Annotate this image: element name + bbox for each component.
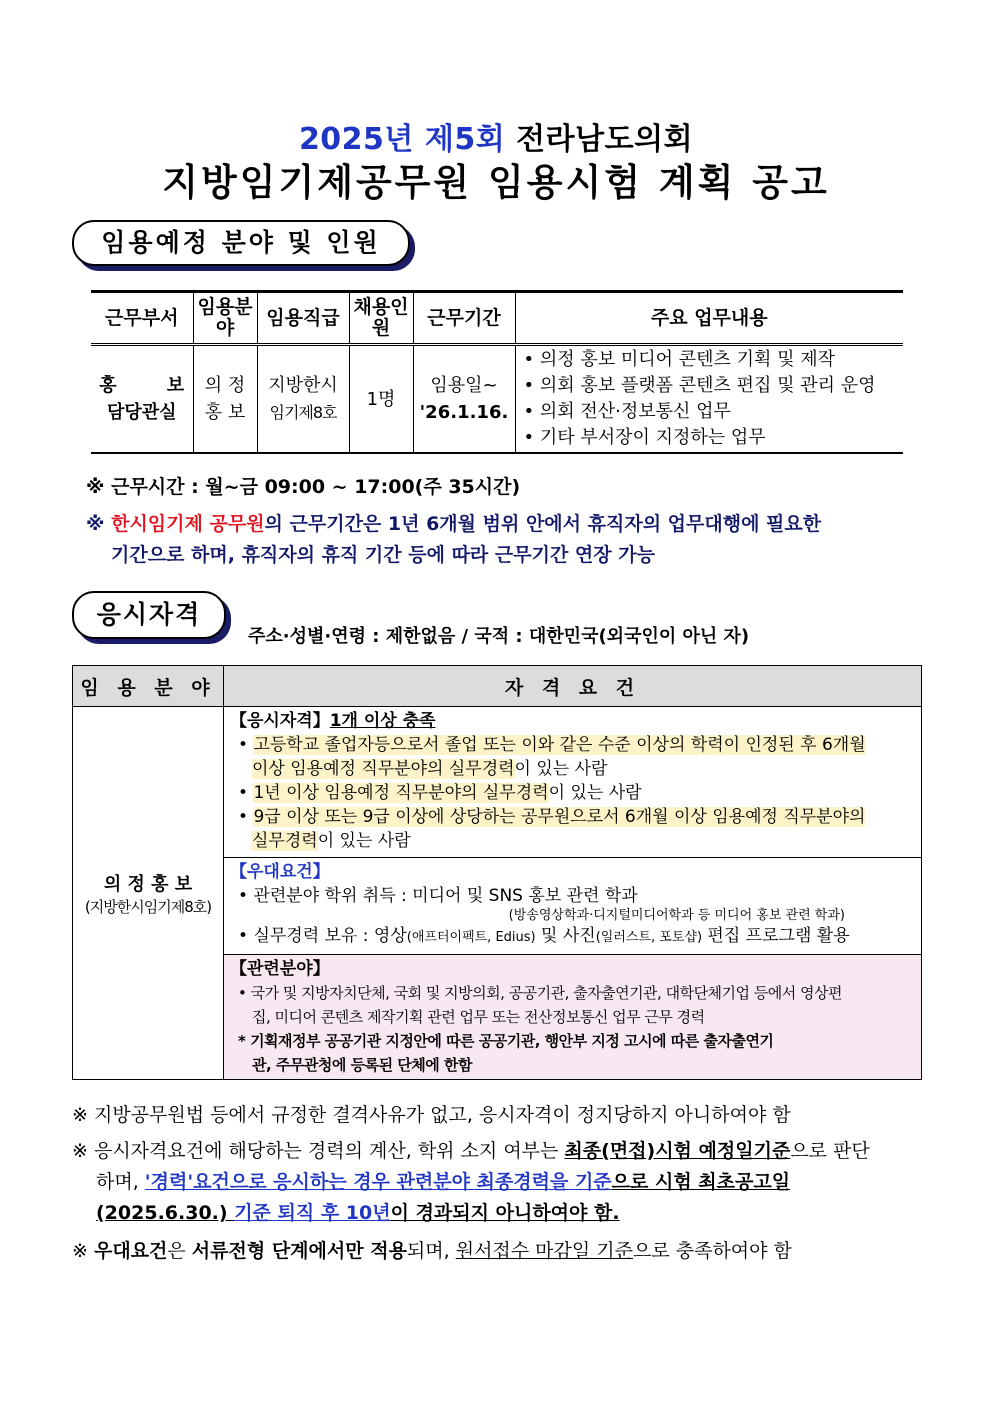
title-year: 2025년: [298, 122, 414, 157]
col-count: 채용인원: [349, 292, 413, 345]
col-period: 근무기간: [413, 292, 515, 345]
table-row: [73, 707, 922, 858]
footer-note-1: ※ 지방공무원법 등에서 규정한 결격사유가 없고, 응시자격이 정지당하지 아니하여야 함: [72, 1104, 791, 1126]
col-requirements: 자 격 요 건: [224, 666, 922, 707]
cell-rank: 지방한시 임기제8호: [257, 345, 349, 454]
cell-preference: 【우대요건】 • 관련분야 학위 취득 : 미디어 및 SNS 홍보 관련 학과 (방송영상학과·디지털미디어학과 등 미디어 홍보 관련 학과) • 실무경력 보유 : 영상(애프터이펙트, Edius) 및 사진(일러스트, 포토샵) 편집 프로그램 활용: [224, 858, 922, 955]
cell-field-name: 의 정 홍 보 (지방한시임기제8호): [73, 707, 224, 1080]
list-item: • 의정 홍보 미디어 콘텐츠 기획 및 제작: [523, 349, 835, 370]
col-dept: 근무부서: [91, 292, 193, 345]
col-field: 임용분야: [193, 292, 257, 345]
col-rank: 임용직급: [257, 292, 349, 345]
cell-duties: [515, 345, 903, 454]
footer-note-3: ※ 우대요건은 서류전형 단계에서만 적용되며, 원서접수 마감일 기준으로 충족하여야 함: [72, 1240, 792, 1262]
footer-note-2: ※ 응시자격요건에 해당하는 경력의 계산, 학위 소지 여부는 최종(면접)시험 예정일기준으로 판단 하며, '경력'요건으로 응시하는 경우 관련분야 최종경력을 기준으로 시험 최초공고일 (2025.6.30.) 기준 퇴직 후 10년이 경과되지 아니하여야 함.: [72, 1140, 870, 1224]
table-row: [91, 345, 903, 454]
cell-field: 의 정 홍 보: [193, 345, 257, 454]
cell-qualification: 【응시자격】1개 이상 충족 • 고등학교 졸업자등으로서 졸업 또는 이와 같은 수준 이상의 학력이 인정된 후 6개월 이상 임용예정 직무분야의 실무경력이 있는 사람 • 1년 이상 임용예정 직무분야의 실무경력이 있는 사람 • 9급 이상 또는 9급 이상에 상당하는 공무원으로서 6개월 이상 임용예정 직무분야의 실무경력이 있는 사람: [224, 707, 922, 858]
list-item: • 기타 부서장이 지정하는 업무: [523, 427, 766, 448]
title-org: 전라남도의회: [516, 122, 694, 157]
cell-dept: 홍 보 담당관실: [91, 345, 193, 454]
section-label-positions: 임용예정 분야 및 인원: [72, 220, 410, 266]
cell-count: 1명: [349, 345, 413, 454]
col-duties: 주요 업무내용: [515, 292, 903, 345]
section-label-qualifications: 응시자격: [72, 591, 226, 639]
cell-period: 임용일~ '26.1.16.: [413, 345, 515, 454]
cell-related-field: 【관련분야】 • 국가 및 지방자치단체, 국회 및 지방의회, 공공기관, 출자출연기관, 대학단체기업 등에서 영상편 집, 미디어 콘텐츠 제작기획 관련 업무 또는 전산정보통신 업무 근무 경력 * 기획재정부 공공기관 지정안에 따른 공공기관, 행안부 지정 고시에 따른 출자출연기 관, 주무관청에 등록된 단체에 한함: [224, 955, 922, 1080]
title-round: 제5회: [424, 122, 506, 157]
list-item: • 의회 홍보 플랫폼 콘텐츠 편집 및 관리 운영: [523, 375, 876, 396]
qualification-summary: 주소·성별·연령 : 제한없음 / 국적 : 대한민국(외국인이 아닌 자): [248, 626, 750, 647]
qualifications-table: [72, 665, 922, 1080]
note-period: ※ 한시임기제 공무원의 근무기간은 1년 6개월 범위 안에서 휴직자의 업무대행에 필요한 기간으로 하며, 휴직자의 휴직 기간 등에 따라 근무기간 연장 가능: [86, 513, 822, 566]
col-appointment-field: 임 용 분 야: [73, 666, 224, 707]
note-hours: ※ 근무시간 : 월~금 09:00 ~ 17:00(주 35시간): [86, 476, 521, 498]
positions-table: [91, 290, 903, 454]
page-title: 지방임기제공무원 임용시험 계획 공고: [162, 161, 830, 204]
list-item: • 의회 전산·정보통신 업무: [523, 401, 731, 422]
